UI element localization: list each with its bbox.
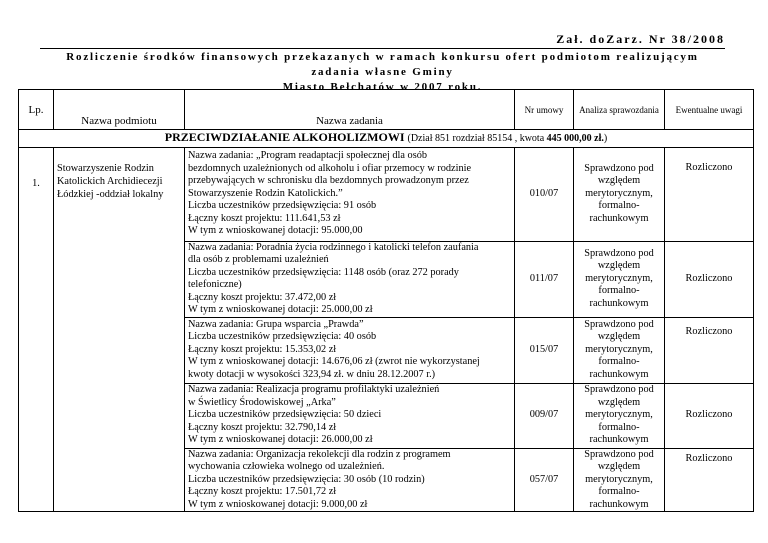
- col-header-task: Nazwa zadania: [185, 90, 515, 130]
- col-header-agreement: Nr umowy: [515, 90, 574, 130]
- section-title: PRZECIWDZIAŁANIE ALKOHOLIZMOWI: [164, 130, 405, 144]
- task-description: Nazwa zadania: Grupa wsparcia „Prawda” Liczba uczestników przedsięwzięcia: 40 osób Łączny koszt projektu: 15.353,02 zł W tym z wnioskowanej dotacji: 14.676,06 zł (zwrot nie wykorzystanej kwoty dotacji w wysokości 323,94 zł. w dniu 28.12.2007 r.): [185, 317, 515, 383]
- agreement-number: 011/07: [515, 241, 574, 317]
- col-header-analysis: Analiza sprawozdania: [574, 90, 665, 130]
- analysis-result: Sprawdzono pod względem merytorycznym, formalno- rachunkowym: [574, 147, 665, 241]
- agreement-number: 010/07: [515, 147, 574, 241]
- section-detail: (Dział 851 rozdział 85154 , kwota 445 000,00 zł.): [407, 133, 608, 144]
- remarks: Rozliczono: [665, 147, 754, 241]
- settlement-table: [18, 89, 754, 512]
- section-amount: 445 000,00 zł.: [546, 133, 604, 144]
- col-header-remarks: Ewentualne uwagi: [665, 90, 754, 130]
- title-line-1: Rozliczenie środków finansowych przekazanych w ramach konkursu ofert podmiotom realizującym zadania własne Gminy: [66, 51, 699, 78]
- col-header-lp: Lp.: [19, 90, 54, 130]
- task-description: Nazwa zadania: Organizacja rekolekcji dla rodzin z programem wychowania człowieka wolnego od uzależnień. Liczba uczestników przedsięwzięcia: 30 osób (10 rodzin) Łączny koszt projektu: 17.501,72 zł W tym z wnioskowanej dotacji: 9.000,00 zł: [185, 448, 515, 512]
- section-header: [19, 130, 754, 148]
- remarks: Rozliczono: [665, 383, 754, 448]
- document-reference: Zał. doZarz. Nr 38/2008: [556, 32, 725, 46]
- analysis-result: Sprawdzono pod względem merytorycznym, formalno- rachunkowym: [574, 383, 665, 448]
- remarks: Rozliczono: [665, 317, 754, 383]
- agreement-number: 015/07: [515, 317, 574, 383]
- remarks: Rozliczono: [665, 448, 754, 512]
- remarks: Rozliczono: [665, 241, 754, 317]
- agreement-number: 009/07: [515, 383, 574, 448]
- task-description: Nazwa zadania: Realizacja programu profilaktyki uzależnień w Świetlicy Środowiskowej „Arka” Liczba uczestników przedsięwzięcia: 50 dzieci Łączny koszt projektu: 32.790,14 zł W tym z wnioskowanej dotacji: 26.000,00 zł: [185, 383, 515, 448]
- agreement-number: 057/07: [515, 448, 574, 512]
- col-header-entity: Nazwa podmiotu: [54, 90, 185, 130]
- analysis-result: Sprawdzono pod względem merytorycznym, formalno- rachunkowym: [574, 317, 665, 383]
- analysis-result: Sprawdzono pod względem merytorycznym, formalno- rachunkowym: [574, 448, 665, 512]
- title-line-2: Miasto Bełchatów w 2007 roku.: [282, 81, 483, 93]
- table-row: [19, 147, 754, 241]
- task-description: Nazwa zadania: Poradnia życia rodzinnego i katolicki telefon zaufania dla osób z problemami uzależnień Liczba uczestników przedsięwzięcia: 1148 osób (oraz 272 porady telefoniczne) Łączny koszt projektu: 37.472,00 zł W tym z wnioskowanej dotacji: 25.000,00 zł: [185, 241, 515, 317]
- header-rule: [40, 48, 725, 49]
- task-description: Nazwa zadania: „Program readaptacji społecznej dla osób bezdomnych uzależnionych od alkoholu i ofiar przemocy w rodzinie przebywających w schronisku dla bezdomnych prowadzonym przez Stowarzyszenie Rodzin Katolickich.” Liczba uczestników przedsięwzięcia: 91 osób Łączny koszt projektu: 111.641,53 zł W tym z wnioskowanej dotacji: 95.000,00: [185, 147, 515, 241]
- entity-name: Stowarzyszenie Rodzin Katolickich Archidiecezji Łódzkiej -oddział lokalny: [54, 147, 185, 512]
- row-lp: 1.: [19, 147, 54, 512]
- analysis-result: Sprawdzono pod względem merytorycznym, formalno- rachunkowym: [574, 241, 665, 317]
